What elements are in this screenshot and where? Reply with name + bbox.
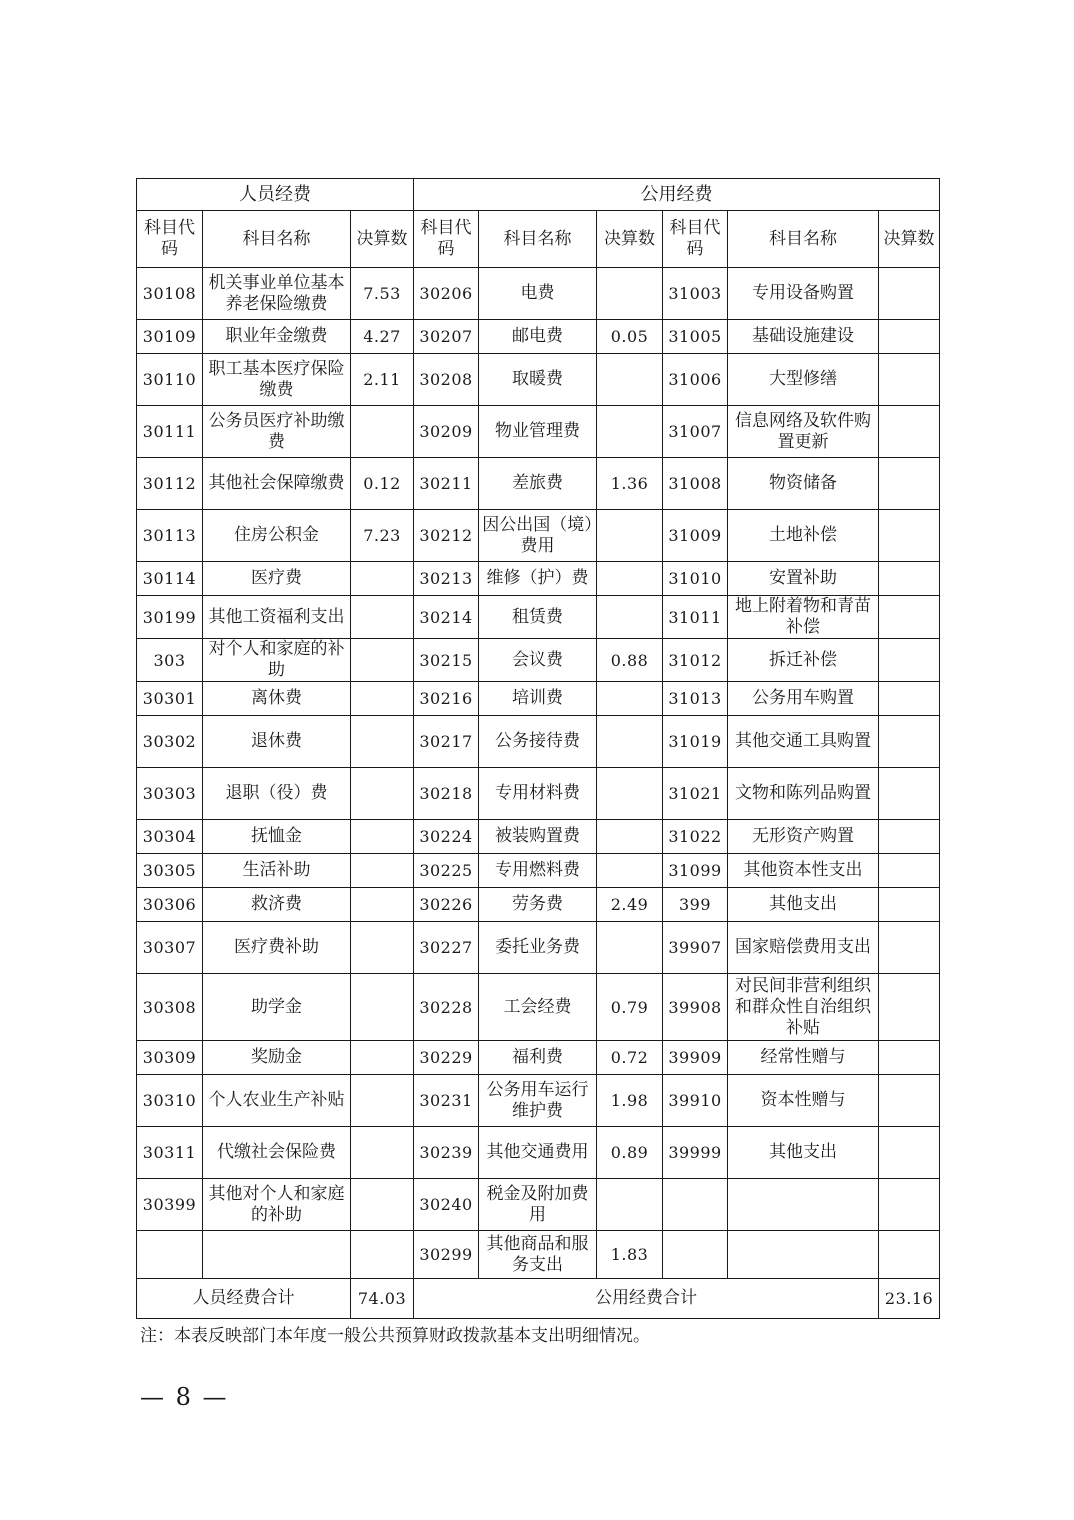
personnel-code: 30110 (137, 354, 203, 406)
personnel-item-name: 对个人和家庭的补助 (203, 639, 351, 682)
public-amount (597, 682, 663, 716)
personnel-code: 30114 (137, 562, 203, 596)
public-item-name: 被装购置费 (479, 820, 597, 854)
public-item-name: 公务用车运行维护费 (479, 1075, 597, 1127)
personnel-amount (351, 820, 414, 854)
personnel-item-name: 救济费 (203, 888, 351, 922)
capital-code: 31003 (663, 268, 728, 320)
table-row (137, 458, 940, 510)
capital-item-name: 地上附着物和青苗补偿 (728, 596, 879, 639)
personnel-code: 30113 (137, 510, 203, 562)
capital-item-name: 其他交通工具购置 (728, 716, 879, 768)
personnel-code: 30108 (137, 268, 203, 320)
table-row (137, 510, 940, 562)
personnel-item-name: 医疗费补助 (203, 922, 351, 974)
personnel-item-name: 抚恤金 (203, 820, 351, 854)
capital-code: 31006 (663, 354, 728, 406)
personnel-item-name (203, 1231, 351, 1279)
capital-amount (879, 820, 940, 854)
capital-amount (879, 922, 940, 974)
personnel-code: 30112 (137, 458, 203, 510)
table-row (137, 1075, 940, 1127)
public-amount (597, 854, 663, 888)
table-row (137, 682, 940, 716)
public-code: 30215 (414, 639, 479, 682)
public-item-name: 劳务费 (479, 888, 597, 922)
capital-amount (879, 639, 940, 682)
header-code: 科目代码 (137, 211, 203, 268)
header-amount: 决算数 (351, 211, 414, 268)
personnel-amount (351, 562, 414, 596)
public-code: 30229 (414, 1041, 479, 1075)
public-item-name: 专用燃料费 (479, 854, 597, 888)
public-item-name: 其他交通费用 (479, 1127, 597, 1179)
public-item-name: 公务接待费 (479, 716, 597, 768)
personnel-item-name: 其他社会保障缴费 (203, 458, 351, 510)
public-code: 30207 (414, 320, 479, 354)
capital-code: 31012 (663, 639, 728, 682)
public-item-name: 差旅费 (479, 458, 597, 510)
personnel-item-name: 助学金 (203, 974, 351, 1041)
personnel-item-name: 退休费 (203, 716, 351, 768)
table-row (137, 922, 940, 974)
personnel-amount (351, 406, 414, 458)
personnel-amount: 4.27 (351, 320, 414, 354)
personnel-amount (351, 682, 414, 716)
capital-item-name (728, 1231, 879, 1279)
table-row (137, 716, 940, 768)
capital-code: 31008 (663, 458, 728, 510)
capital-item-name: 专用设备购置 (728, 268, 879, 320)
table-row (137, 768, 940, 820)
personnel-amount (351, 1179, 414, 1231)
capital-code: 31007 (663, 406, 728, 458)
personnel-amount (351, 974, 414, 1041)
public-amount: 0.89 (597, 1127, 663, 1179)
capital-code: 39907 (663, 922, 728, 974)
public-amount (597, 716, 663, 768)
public-amount (597, 922, 663, 974)
personnel-code: 30306 (137, 888, 203, 922)
capital-code: 399 (663, 888, 728, 922)
public-amount: 0.79 (597, 974, 663, 1041)
footnote: 注：本表反映部门本年度一般公共预算财政拨款基本支出明细情况。 (140, 1326, 650, 1346)
public-code: 30299 (414, 1231, 479, 1279)
capital-code: 39908 (663, 974, 728, 1041)
public-amount: 1.98 (597, 1075, 663, 1127)
personnel-amount (351, 716, 414, 768)
personnel-item-name: 其他工资福利支出 (203, 596, 351, 639)
expenditure-detail-table (136, 178, 940, 1319)
personnel-code: 30303 (137, 768, 203, 820)
capital-item-name: 公务用车购置 (728, 682, 879, 716)
public-item-name: 维修（护）费 (479, 562, 597, 596)
personnel-amount: 7.23 (351, 510, 414, 562)
public-code: 30213 (414, 562, 479, 596)
capital-item-name (728, 1179, 879, 1231)
public-item-name: 培训费 (479, 682, 597, 716)
public-amount: 2.49 (597, 888, 663, 922)
capital-code: 31013 (663, 682, 728, 716)
public-amount (597, 596, 663, 639)
capital-code: 31009 (663, 510, 728, 562)
personnel-amount (351, 1127, 414, 1179)
header-amount: 决算数 (879, 211, 940, 268)
capital-code: 31019 (663, 716, 728, 768)
table-row (137, 596, 940, 639)
table-row (137, 974, 940, 1041)
capital-item-name: 拆迁补偿 (728, 639, 879, 682)
personnel-code: 30199 (137, 596, 203, 639)
public-item-name: 取暖费 (479, 354, 597, 406)
capital-code (663, 1231, 728, 1279)
personnel-code: 30304 (137, 820, 203, 854)
public-amount: 0.05 (597, 320, 663, 354)
public-code: 30214 (414, 596, 479, 639)
personnel-amount (351, 1041, 414, 1075)
personnel-code: 30309 (137, 1041, 203, 1075)
personnel-code: 30109 (137, 320, 203, 354)
capital-code: 31099 (663, 854, 728, 888)
capital-code: 31021 (663, 768, 728, 820)
personnel-item-name: 个人农业生产补贴 (203, 1075, 351, 1127)
capital-code: 39999 (663, 1127, 728, 1179)
public-code: 30227 (414, 922, 479, 974)
capital-amount (879, 458, 940, 510)
public-item-name: 其他商品和服务支出 (479, 1231, 597, 1279)
personnel-item-name: 机关事业单位基本养老保险缴费 (203, 268, 351, 320)
public-amount (597, 354, 663, 406)
capital-amount (879, 974, 940, 1041)
public-code: 30231 (414, 1075, 479, 1127)
public-code: 30208 (414, 354, 479, 406)
capital-item-name: 土地补偿 (728, 510, 879, 562)
table-row (137, 354, 940, 406)
header-code: 科目代码 (414, 211, 479, 268)
personnel-total-label: 人员经费合计 (137, 1279, 351, 1319)
capital-item-name: 经常性赠与 (728, 1041, 879, 1075)
header-amount: 决算数 (597, 211, 663, 268)
table-row (137, 888, 940, 922)
public-amount: 0.88 (597, 639, 663, 682)
public-amount (597, 768, 663, 820)
capital-amount (879, 888, 940, 922)
public-code: 30240 (414, 1179, 479, 1231)
public-amount (597, 268, 663, 320)
table-row (137, 268, 940, 320)
public-code: 30217 (414, 716, 479, 768)
personnel-amount (351, 922, 414, 974)
capital-amount (879, 354, 940, 406)
public-code: 30224 (414, 820, 479, 854)
personnel-amount: 0.12 (351, 458, 414, 510)
public-item-name: 邮电费 (479, 320, 597, 354)
capital-amount (879, 716, 940, 768)
capital-amount (879, 406, 940, 458)
public-code: 30212 (414, 510, 479, 562)
capital-item-name: 对民间非营利组织和群众性自治组织补贴 (728, 974, 879, 1041)
personnel-code: 30308 (137, 974, 203, 1041)
public-amount (597, 1179, 663, 1231)
public-item-name: 专用材料费 (479, 768, 597, 820)
public-code: 30218 (414, 768, 479, 820)
capital-item-name: 其他支出 (728, 888, 879, 922)
capital-amount (879, 1179, 940, 1231)
personnel-item-name: 生活补助 (203, 854, 351, 888)
table-row (137, 854, 940, 888)
capital-code: 31022 (663, 820, 728, 854)
personnel-code: 30307 (137, 922, 203, 974)
personnel-code: 303 (137, 639, 203, 682)
header-name: 科目名称 (479, 211, 597, 268)
capital-item-name: 无形资产购置 (728, 820, 879, 854)
table-row (137, 1231, 940, 1279)
capital-code: 31005 (663, 320, 728, 354)
personnel-item-name: 离休费 (203, 682, 351, 716)
page-number: — 8 — (140, 1383, 229, 1411)
public-total-value: 23.16 (879, 1279, 940, 1319)
table-row (137, 820, 940, 854)
public-amount: 0.72 (597, 1041, 663, 1075)
public-item-name: 会议费 (479, 639, 597, 682)
personnel-amount (351, 596, 414, 639)
personnel-code: 30302 (137, 716, 203, 768)
table-row (137, 320, 940, 354)
personnel-item-name: 住房公积金 (203, 510, 351, 562)
capital-code: 39909 (663, 1041, 728, 1075)
personnel-code: 30399 (137, 1179, 203, 1231)
public-code: 30225 (414, 854, 479, 888)
personnel-code: 30310 (137, 1075, 203, 1127)
personnel-amount (351, 888, 414, 922)
header-name: 科目名称 (728, 211, 879, 268)
public-code: 30239 (414, 1127, 479, 1179)
capital-item-name: 文物和陈列品购置 (728, 768, 879, 820)
public-amount: 1.36 (597, 458, 663, 510)
personnel-amount (351, 768, 414, 820)
table-row (137, 639, 940, 682)
personnel-amount (351, 1231, 414, 1279)
personnel-item-name: 职业年金缴费 (203, 320, 351, 354)
capital-amount (879, 320, 940, 354)
capital-code (663, 1179, 728, 1231)
table-row (137, 1127, 940, 1179)
public-code: 30216 (414, 682, 479, 716)
public-item-name: 物业管理费 (479, 406, 597, 458)
group-header-public: 公用经费 (414, 179, 940, 211)
capital-amount (879, 1127, 940, 1179)
personnel-amount (351, 854, 414, 888)
public-code: 30209 (414, 406, 479, 458)
capital-amount (879, 596, 940, 639)
personnel-code (137, 1231, 203, 1279)
public-code: 30206 (414, 268, 479, 320)
capital-amount (879, 562, 940, 596)
capital-amount (879, 1041, 940, 1075)
capital-code: 31010 (663, 562, 728, 596)
capital-item-name: 其他资本性支出 (728, 854, 879, 888)
public-item-name: 福利费 (479, 1041, 597, 1075)
group-header-personnel: 人员经费 (137, 179, 414, 211)
capital-item-name: 资本性赠与 (728, 1075, 879, 1127)
public-amount: 1.83 (597, 1231, 663, 1279)
header-name: 科目名称 (203, 211, 351, 268)
personnel-code: 30111 (137, 406, 203, 458)
table-row (137, 1041, 940, 1075)
personnel-item-name: 代缴社会保险费 (203, 1127, 351, 1179)
header-code: 科目代码 (663, 211, 728, 268)
public-item-name: 税金及附加费用 (479, 1179, 597, 1231)
personnel-code: 30311 (137, 1127, 203, 1179)
personnel-total-value: 74.03 (351, 1279, 414, 1319)
personnel-item-name: 职工基本医疗保险缴费 (203, 354, 351, 406)
capital-amount (879, 1231, 940, 1279)
personnel-amount (351, 1075, 414, 1127)
public-item-name: 委托业务费 (479, 922, 597, 974)
capital-item-name: 国家赔偿费用支出 (728, 922, 879, 974)
capital-amount (879, 768, 940, 820)
public-item-name: 租赁费 (479, 596, 597, 639)
personnel-amount: 2.11 (351, 354, 414, 406)
public-amount (597, 406, 663, 458)
personnel-item-name: 奖励金 (203, 1041, 351, 1075)
capital-amount (879, 854, 940, 888)
capital-code: 39910 (663, 1075, 728, 1127)
public-code: 30211 (414, 458, 479, 510)
personnel-item-name: 公务员医疗补助缴费 (203, 406, 351, 458)
capital-item-name: 基础设施建设 (728, 320, 879, 354)
capital-amount (879, 682, 940, 716)
capital-code: 31011 (663, 596, 728, 639)
personnel-item-name: 退职（役）费 (203, 768, 351, 820)
table-row (137, 406, 940, 458)
capital-item-name: 信息网络及软件购置更新 (728, 406, 879, 458)
personnel-item-name: 医疗费 (203, 562, 351, 596)
capital-item-name: 大型修缮 (728, 354, 879, 406)
public-item-name: 工会经费 (479, 974, 597, 1041)
public-code: 30228 (414, 974, 479, 1041)
capital-amount (879, 1075, 940, 1127)
personnel-code: 30305 (137, 854, 203, 888)
public-amount (597, 820, 663, 854)
capital-item-name: 其他支出 (728, 1127, 879, 1179)
public-amount (597, 562, 663, 596)
capital-amount (879, 510, 940, 562)
table-row (137, 562, 940, 596)
personnel-amount (351, 639, 414, 682)
public-code: 30226 (414, 888, 479, 922)
personnel-item-name: 其他对个人和家庭的补助 (203, 1179, 351, 1231)
capital-amount (879, 268, 940, 320)
personnel-amount: 7.53 (351, 268, 414, 320)
public-item-name: 电费 (479, 268, 597, 320)
capital-item-name: 安置补助 (728, 562, 879, 596)
public-amount (597, 510, 663, 562)
capital-item-name: 物资储备 (728, 458, 879, 510)
public-total-label: 公用经费合计 (414, 1279, 879, 1319)
table-row (137, 1179, 940, 1231)
public-item-name: 因公出国（境）费用 (479, 510, 597, 562)
personnel-code: 30301 (137, 682, 203, 716)
